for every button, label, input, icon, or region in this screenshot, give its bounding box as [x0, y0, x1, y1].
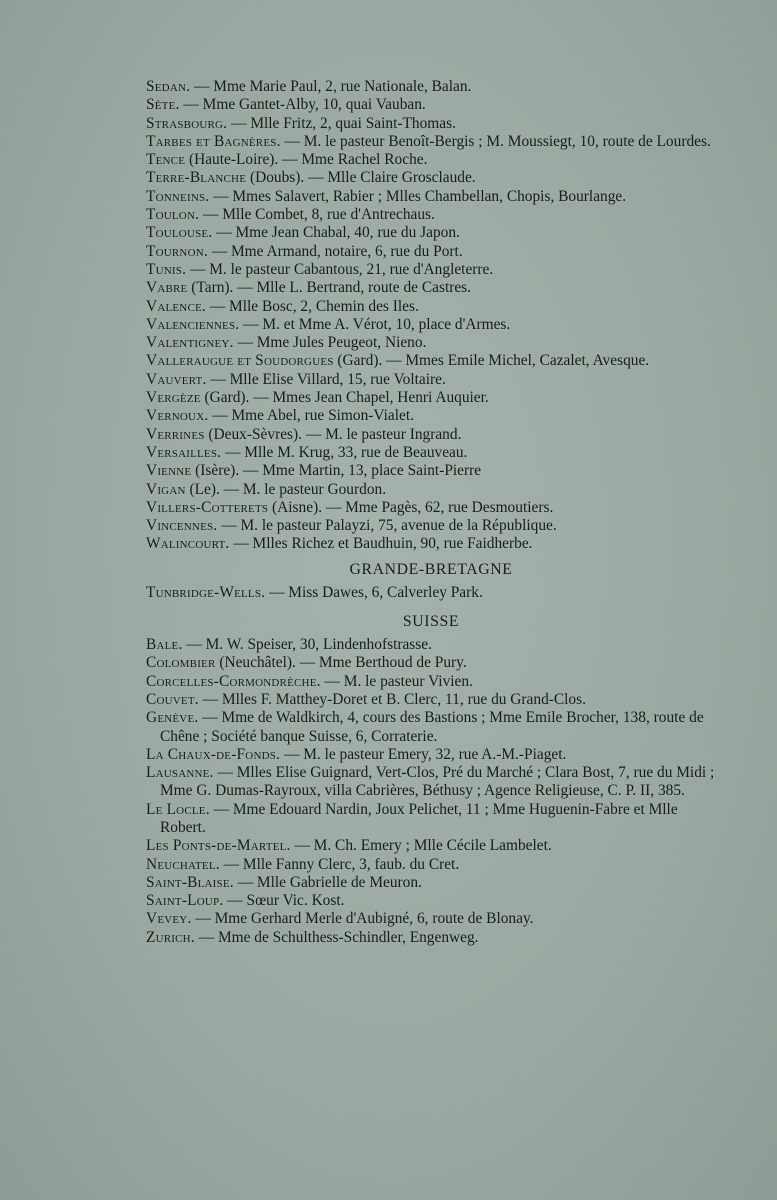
city-name: Vabre — [146, 279, 188, 297]
entry-text: — Mme Edouard Nardin, Joux Pelichet, 11 ; Mme Huguenin-Fabre et Mlle Robert. — [160, 800, 678, 836]
section-heading-grande-bretagne: GRANDE-BRETAGNE — [349, 560, 513, 578]
city-name: Genève. — [146, 709, 199, 727]
entry-text: — Mme Gerhard Merle d'Aubigné, 6, route de Blonay. — [191, 910, 534, 928]
entry-text: (Neuchâtel). — Mme Berthoud de Pury. — [215, 654, 467, 672]
list-item — [146, 352, 716, 370]
list-item — [146, 169, 716, 187]
entry-text: — Mme de Schulthess-Schindler, Engenweg. — [194, 928, 479, 946]
city-name: Saint-Loup. — [146, 892, 224, 910]
city-name: Corcelles-Cormondrèche. — [146, 672, 321, 690]
list-item — [146, 389, 716, 407]
list-item — [146, 261, 716, 279]
entry-text: — M. et Mme A. Vérot, 10, place d'Armes. — [239, 315, 511, 333]
list-item — [146, 584, 716, 602]
entry-text: — Mlles F. Matthey-Doret et B. Clerc, 11, rue du Grand-Clos. — [198, 690, 586, 708]
address-column — [146, 78, 716, 947]
city-name: Saint-Blaise. — [146, 873, 234, 891]
grande-bretagne-list — [146, 584, 716, 602]
list-item — [146, 910, 716, 928]
entry-text: — Mlle Bosc, 2, Chemin des Iles. — [205, 297, 419, 315]
city-name: Strasbourg. — [146, 114, 228, 132]
list-item — [146, 279, 716, 297]
list-item — [146, 801, 716, 838]
city-name: Valenciennes. — [146, 315, 240, 333]
city-name: Terre-Blanche — [146, 169, 247, 187]
entry-text: (Gard). — Mmes Emile Michel, Cazalet, Avesque. — [333, 352, 650, 370]
city-name: Vauvert. — [146, 370, 207, 388]
section-heading-suisse: SUISSE — [402, 613, 460, 631]
city-name: Vergèze — [146, 389, 201, 407]
entry-text: — Mlle Gabrielle de Meuron. — [233, 873, 422, 891]
entry-text: — Mme Marie Paul, 2, rue Nationale, Balan. — [190, 78, 472, 95]
entry-text: — Miss Dawes, 6, Calverley Park. — [265, 583, 483, 601]
list-item — [146, 371, 716, 389]
list-item — [146, 856, 716, 874]
city-name: Tarbes et Bagnères. — [146, 132, 281, 150]
list-item — [146, 206, 716, 224]
city-name: Couvet. — [146, 690, 199, 708]
list-item — [146, 517, 716, 535]
city-name: Walincourt. — [146, 535, 230, 553]
list-item — [146, 837, 716, 855]
entry-text: — M. le pasteur Palayzi, 75, avenue de la République. — [217, 517, 557, 535]
entry-text: — M. le pasteur Cabantous, 21, rue d'Angleterre. — [186, 260, 494, 278]
entry-text: — Mme Jules Peugeot, Nieno. — [233, 334, 427, 352]
entry-text: — Mmes Salavert, Rabier ; Mlles Chambellan, Chopis, Bourlange. — [209, 187, 627, 205]
city-name: Tunis. — [146, 260, 187, 278]
entry-text: (Le). — M. le pasteur Gourdon. — [185, 480, 387, 498]
list-item — [146, 78, 716, 96]
city-name: Lausanne. — [146, 764, 214, 782]
city-name: Neuchatel. — [146, 855, 220, 873]
entry-text: (Isère). — Mme Martin, 13, place Saint-Pierre — [191, 462, 482, 480]
entry-text: — Mlles Richez et Baudhuin, 90, rue Faidherbe. — [229, 535, 533, 553]
city-name: Sète. — [146, 96, 180, 114]
list-item — [146, 243, 716, 261]
city-name: Sedan. — [146, 78, 191, 95]
city-name: Tonneins. — [146, 187, 210, 205]
list-item — [146, 334, 716, 352]
list-item — [146, 188, 716, 206]
list-item — [146, 499, 716, 517]
city-name: Vernoux. — [146, 407, 209, 425]
entry-text: — Mme Gantet-Alby, 10, quai Vauban. — [179, 96, 426, 114]
entry-text: — Mlle Fanny Clerc, 3, faub. du Cret. — [219, 855, 460, 873]
city-name: Zurich. — [146, 928, 195, 946]
city-name: Valentigney. — [146, 334, 234, 352]
entry-text: — Mme Armand, notaire, 6, rue du Port. — [207, 242, 463, 260]
entry-text: (Haute-Loire). — Mme Rachel Roche. — [185, 151, 428, 169]
city-name: Villers-Cotterets — [146, 498, 269, 516]
entry-text: — M. le pasteur Vivien. — [320, 672, 473, 690]
city-name: Vincennes. — [146, 517, 218, 535]
city-name: Tunbridge-Wells. — [146, 583, 266, 601]
entry-text: — Mme de Waldkirch, 4, cours des Bastions ; Mme Emile Brocher, 138, route de Chêne ; Société banque Suisse, 6, Corraterie. — [160, 709, 704, 745]
list-item — [146, 407, 716, 425]
entry-text: — Mlle Elise Villard, 15, rue Voltaire. — [206, 370, 446, 388]
entry-text: — Mlle Combet, 8, rue d'Antrechaus. — [199, 206, 435, 224]
city-name: Vevey. — [146, 910, 192, 928]
city-name: Verrines — [146, 425, 205, 443]
list-item — [146, 481, 716, 499]
city-name: Valence. — [146, 297, 206, 315]
list-item — [146, 224, 716, 242]
list-item — [146, 636, 716, 654]
suisse-list — [146, 636, 716, 947]
entry-text: — Mlles Elise Guignard, Vert-Clos, Pré du Marché ; Clara Bost, 7, rue du Midi ; Mme G. Dumas-Rayroux, villa Cabrières, Béthusy ; Agence Religieuse, C. P. II, 385. — [160, 764, 715, 800]
list-item — [146, 426, 716, 444]
list-item — [146, 298, 716, 316]
city-name: Versailles. — [146, 443, 222, 461]
list-item — [146, 462, 716, 480]
city-name: Valleraugue et Soudorgues — [146, 352, 334, 370]
entry-text: — M. W. Speiser, 30, Lindenhofstrasse. — [182, 636, 432, 654]
list-item — [146, 764, 716, 801]
entry-text: — Mlle M. Krug, 33, rue de Beauveau. — [221, 443, 468, 461]
entry-text: — M. Ch. Emery ; Mlle Cécile Lambelet. — [290, 837, 552, 855]
city-name: Toulouse. — [146, 224, 213, 242]
entry-text: — M. le pasteur Benoît-Bergis ; M. Moussiegt, 10, route de Lourdes. — [280, 132, 711, 150]
france-list — [146, 78, 716, 554]
list-item — [146, 316, 716, 334]
city-name: Tournon. — [146, 242, 208, 260]
list-item — [146, 96, 716, 114]
city-name: La Chaux-de-Fonds. — [146, 745, 281, 763]
entry-text: — Sœur Vic. Kost. — [223, 892, 345, 910]
entry-text: (Gard). — Mmes Jean Chapel, Henri Auquier. — [200, 389, 489, 407]
city-name: Colombier — [146, 654, 216, 672]
list-item — [146, 673, 716, 691]
list-item — [146, 535, 716, 553]
city-name: Vigan — [146, 480, 186, 498]
entry-text: (Tarn). — Mlle L. Bertrand, route de Castres. — [187, 279, 472, 297]
list-item — [146, 444, 716, 462]
list-item — [146, 151, 716, 169]
entry-text: — Mme Abel, rue Simon-Vialet. — [208, 407, 414, 425]
city-name: Le Locle. — [146, 800, 210, 818]
list-item — [146, 892, 716, 910]
entry-text: (Deux-Sèvres). — M. le pasteur Ingrand. — [204, 425, 462, 443]
city-name: Les Ponts-de-Martel. — [146, 837, 291, 855]
city-name: Vienne — [146, 462, 192, 480]
list-item — [146, 709, 716, 746]
entry-text: — M. le pasteur Emery, 32, rue A.-M.-Piaget. — [280, 745, 567, 763]
city-name: Toulon. — [146, 206, 200, 224]
list-item — [146, 133, 716, 151]
entry-text: (Aisne). — Mme Pagès, 62, rue Desmoutiers. — [268, 498, 554, 516]
city-name: Tence — [146, 151, 186, 169]
list-item — [146, 874, 716, 892]
city-name: Bale. — [146, 636, 183, 654]
entry-text: — Mlle Fritz, 2, quai Saint-Thomas. — [227, 114, 456, 132]
list-item — [146, 746, 716, 764]
list-item — [146, 115, 716, 133]
list-item — [146, 929, 716, 947]
entry-text: (Doubs). — Mlle Claire Grosclaude. — [246, 169, 476, 187]
entry-text: — Mme Jean Chabal, 40, rue du Japon. — [212, 224, 460, 242]
list-item — [146, 654, 716, 672]
list-item — [146, 691, 716, 709]
